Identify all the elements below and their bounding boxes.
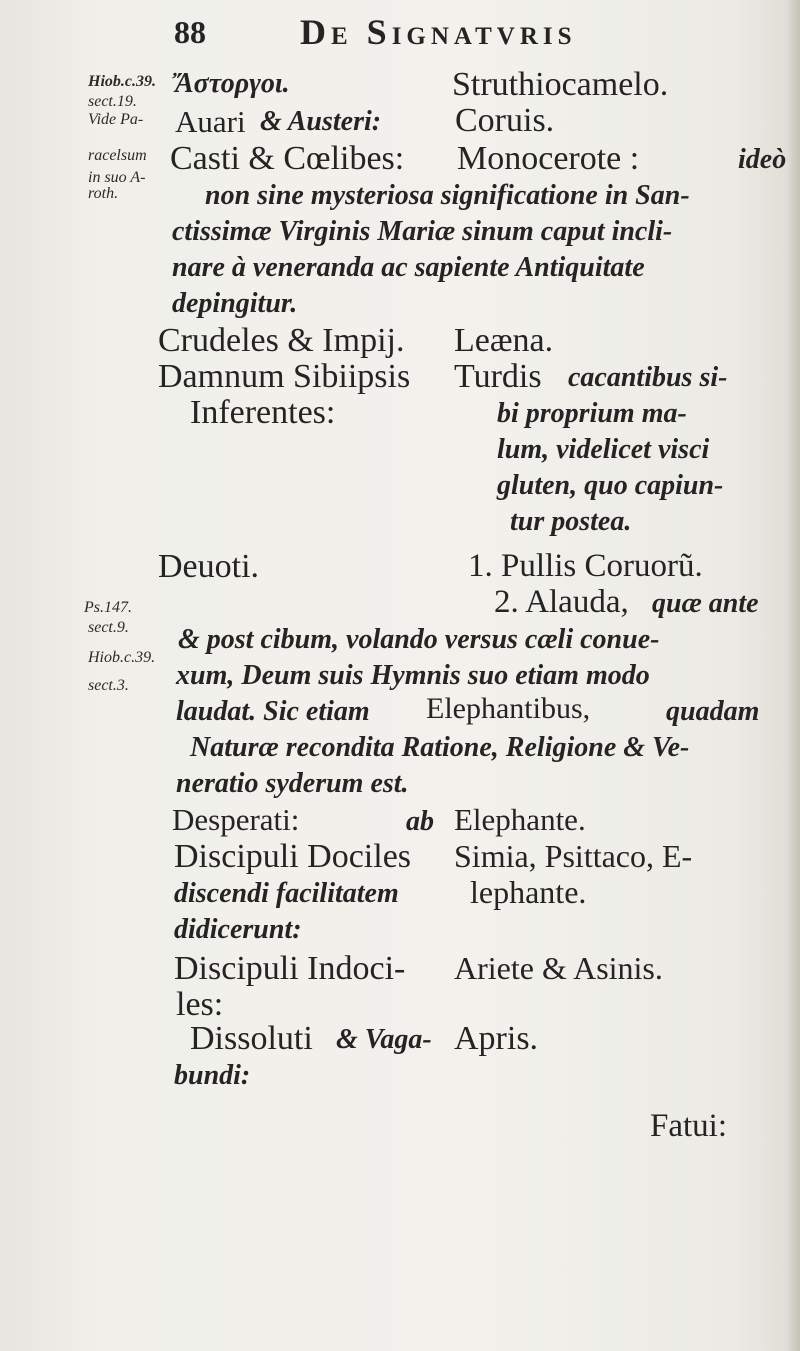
text-line: Leæna. — [454, 322, 554, 359]
catchword: Fatui: — [650, 1108, 728, 1144]
text-line-italic: lum, videlicet visci — [497, 434, 710, 465]
text-line: Auari — [175, 104, 246, 139]
text-line: Inferentes: — [190, 394, 336, 431]
page-edge-shadow — [786, 0, 800, 1351]
text-line-italic: ctissimæ Virginis Mariæ sinum caput incli- — [172, 216, 673, 247]
text-line-italic: Naturæ recondita Ratione, Religione & Ve- — [190, 732, 690, 763]
text-line: Struthiocamelo. — [452, 66, 669, 103]
text-line-italic: ab — [406, 806, 434, 837]
text-line: Discipuli Dociles — [174, 838, 412, 875]
text-line: Coruis. — [455, 102, 555, 139]
text-line-italic: ideò — [738, 144, 787, 175]
text-line: Crudeles & Impij. — [158, 322, 405, 359]
greek-word: Ἄστοργοι. — [175, 68, 290, 99]
text-line: Elephantibus, — [426, 692, 591, 725]
text-line-italic: laudat. Sic etiam — [176, 696, 370, 727]
text-line: 1. Pullis Coruorũ. — [468, 548, 703, 584]
text-line: Ariete & Asinis. — [454, 950, 663, 986]
text-line-italic: non sine mysteriosa significatione in San- — [205, 180, 690, 211]
margin-ref: sect.3. — [88, 677, 129, 694]
text-line-italic: didicerunt: — [174, 914, 302, 945]
text-line: Dissoluti — [190, 1020, 313, 1057]
margin-ref: Ps.147. — [84, 599, 132, 616]
text-line: Casti & Cœlibes: — [170, 140, 405, 177]
text-line: Turdis — [454, 358, 542, 395]
text-line-italic: & post cibum, volando versus cæli conue- — [178, 624, 660, 655]
text-line: Damnum Sibiipsis — [158, 358, 411, 395]
margin-ref: sect.9. — [88, 619, 129, 636]
text-line-italic: xum, Deum suis Hymnis suo etiam modo — [176, 660, 650, 691]
text-line-italic: quadam — [666, 696, 760, 727]
text-line: Apris. — [454, 1020, 539, 1057]
text-line: Discipuli Indoci- — [174, 950, 406, 987]
running-title: De Signatvris — [300, 12, 577, 52]
text-line-italic: tur postea. — [510, 506, 632, 537]
text-line-italic: discendi facilitatem — [174, 878, 399, 909]
margin-ref: Hiob.c.39. — [88, 73, 156, 90]
text-line: Elephante. — [454, 802, 586, 837]
text-line-italic: bi proprium ma- — [497, 398, 687, 429]
margin-ref: roth. — [88, 185, 119, 202]
margin-ref: Hiob.c.39. — [88, 649, 156, 666]
margin-ref: racelsum — [88, 147, 147, 164]
text-line: 2. Alauda, — [494, 584, 629, 620]
text-line-italic: gluten, quo capiun- — [497, 470, 724, 501]
text-line-italic: bundi: — [174, 1060, 251, 1091]
text-line-italic: depingitur. — [172, 288, 298, 319]
text-line: Simia, Psittaco, E- — [454, 838, 693, 874]
margin-ref: in suo A- — [88, 169, 146, 186]
page-number: 88 — [174, 14, 206, 50]
text-line-italic: neratio syderum est. — [176, 768, 409, 799]
text-line-italic: & Vaga- — [336, 1024, 432, 1055]
margin-ref: sect.19. — [88, 93, 137, 110]
text-line: lephante. — [470, 874, 587, 910]
text-line-italic: cacantibus si- — [568, 362, 728, 393]
text-line-italic: nare à veneranda ac sapiente Antiquitate — [172, 252, 645, 283]
text-line: Desperati: — [172, 802, 300, 837]
text-line: Deuoti. — [158, 548, 260, 585]
text-line-italic: quæ ante — [652, 588, 759, 619]
margin-ref: Vide Pa- — [88, 111, 144, 128]
text-line: Monocerote : — [457, 140, 640, 177]
text-line: les: — [176, 986, 224, 1023]
text-line-italic: & Austeri: — [260, 106, 382, 137]
